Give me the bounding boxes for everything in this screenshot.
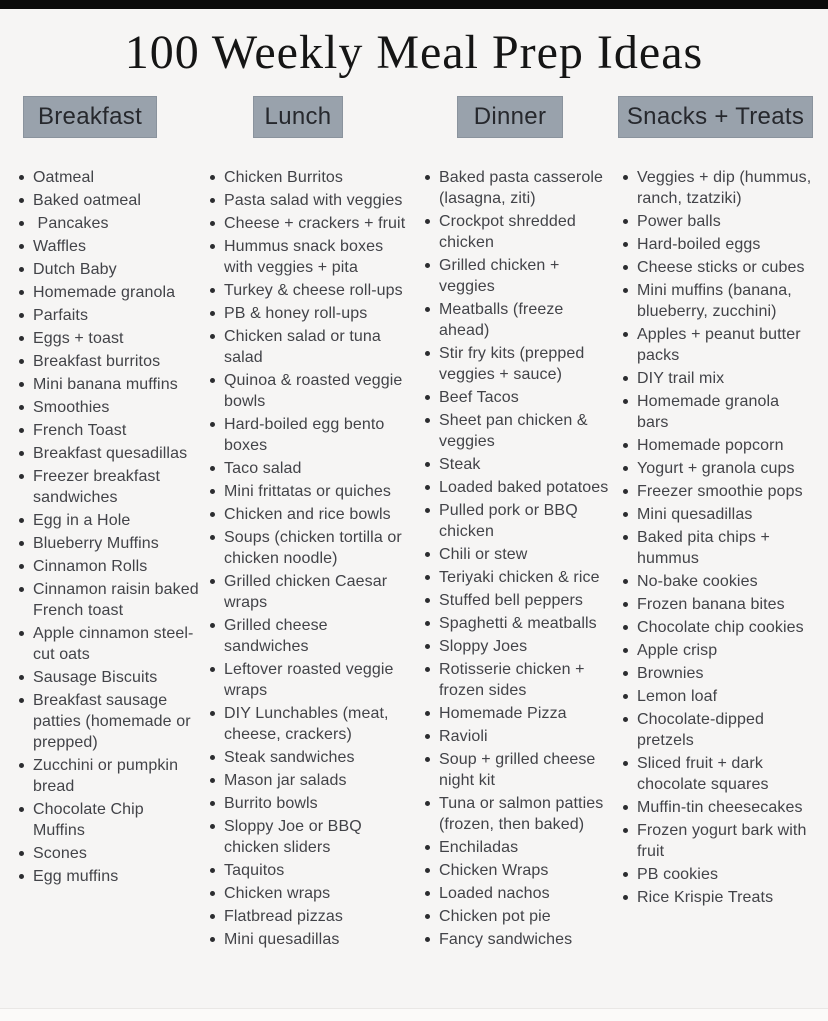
list-item: Ravioli <box>424 726 613 747</box>
list-item: Mini muffins (banana, blueberry, zucchini) <box>622 280 814 322</box>
list-item: Smoothies <box>18 397 200 418</box>
list-item: Zucchini or pumpkin bread <box>18 755 200 797</box>
list-item: Crockpot shredded chicken <box>424 211 613 253</box>
list-item: Breakfast sausage patties (homemade or prepped) <box>18 690 200 753</box>
list-item: Sliced fruit + dark chocolate squares <box>622 753 814 795</box>
list-item: Sheet pan chicken & veggies <box>424 410 613 452</box>
list-item: DIY trail mix <box>622 368 814 389</box>
list-item: Steak sandwiches <box>209 747 415 768</box>
list-item: Enchiladas <box>424 837 613 858</box>
list-item: Homemade granola bars <box>622 391 814 433</box>
list-item: Breakfast burritos <box>18 351 200 372</box>
list-item: Turkey & cheese roll-ups <box>209 280 415 301</box>
list-item: Breakfast quesadillas <box>18 443 200 464</box>
list-item: Pulled pork or BBQ chicken <box>424 500 613 542</box>
list-item: Cheese + crackers + fruit <box>209 213 415 234</box>
list-item: Baked pasta casserole (lasagna, ziti) <box>424 167 613 209</box>
list-item: Homemade granola <box>18 282 200 303</box>
list-item: Chicken wraps <box>209 883 415 904</box>
list-item: Mini frittatas or quiches <box>209 481 415 502</box>
list-item: Taquitos <box>209 860 415 881</box>
list-item: Fancy sandwiches <box>424 929 613 950</box>
list-item: Quinoa & roasted veggie bowls <box>209 370 415 412</box>
list-item: Scones <box>18 843 200 864</box>
list-item: Homemade Pizza <box>424 703 613 724</box>
column-lunch <box>205 96 415 952</box>
list-item: PB cookies <box>622 864 814 885</box>
page-title: 100 Weekly Meal Prep Ideas <box>124 26 704 79</box>
column-header-snacks-treats: Snacks + Treats <box>618 96 813 138</box>
list-item: Cinnamon raisin baked French toast <box>18 579 200 621</box>
list-item: Lemon loaf <box>622 686 814 707</box>
bottom-border-strip <box>0 1008 828 1021</box>
list-item: Sloppy Joes <box>424 636 613 657</box>
list-item: Chocolate Chip Muffins <box>18 799 200 841</box>
list-item: Eggs + toast <box>18 328 200 349</box>
list-item: Blueberry Muffins <box>18 533 200 554</box>
list-item: Soups (chicken tortilla or chicken noodle) <box>209 527 415 569</box>
list-item: Taco salad <box>209 458 415 479</box>
list-item: Veggies + dip (hummus, ranch, tzatziki) <box>622 167 814 209</box>
list-item: Pancakes <box>18 213 200 234</box>
list-item: Chocolate chip cookies <box>622 617 814 638</box>
list-item: DIY Lunchables (meat, cheese, crackers) <box>209 703 415 745</box>
column-snacks-treats <box>618 96 814 952</box>
list-item: Chicken pot pie <box>424 906 613 927</box>
list-item: Burrito bowls <box>209 793 415 814</box>
list-item: French Toast <box>18 420 200 441</box>
list-item: Dutch Baby <box>18 259 200 280</box>
meal-list-lunch <box>205 167 415 950</box>
list-item: Pasta salad with veggies <box>209 190 415 211</box>
list-item: Chicken Burritos <box>209 167 415 188</box>
column-dinner <box>420 96 613 952</box>
list-item: Apple cinnamon steel-cut oats <box>18 623 200 665</box>
list-item: Grilled chicken Caesar wraps <box>209 571 415 613</box>
list-item: Brownies <box>622 663 814 684</box>
list-item: Parfaits <box>18 305 200 326</box>
list-item: Chicken Wraps <box>424 860 613 881</box>
list-item: No-bake cookies <box>622 571 814 592</box>
list-item: Stir fry kits (prepped veggies + sauce) <box>424 343 613 385</box>
list-item: Hard-boiled egg bento boxes <box>209 414 415 456</box>
list-item: Frozen banana bites <box>622 594 814 615</box>
column-header-breakfast: Breakfast <box>23 96 157 138</box>
list-item: Teriyaki chicken & rice <box>424 567 613 588</box>
list-item: Spaghetti & meatballs <box>424 613 613 634</box>
list-item: Beef Tacos <box>424 387 613 408</box>
list-item: Frozen yogurt bark with fruit <box>622 820 814 862</box>
list-item: Power balls <box>622 211 814 232</box>
list-item: Oatmeal <box>18 167 200 188</box>
list-item: PB & honey roll-ups <box>209 303 415 324</box>
list-item: Loaded baked potatoes <box>424 477 613 498</box>
list-item: Muffin-tin cheesecakes <box>622 797 814 818</box>
list-item: Apple crisp <box>622 640 814 661</box>
list-item: Sausage Biscuits <box>18 667 200 688</box>
list-item: Egg in a Hole <box>18 510 200 531</box>
list-item: Flatbread pizzas <box>209 906 415 927</box>
top-border-bar <box>0 0 828 9</box>
list-item: Baked oatmeal <box>18 190 200 211</box>
list-item: Sloppy Joe or BBQ chicken sliders <box>209 816 415 858</box>
list-item: Yogurt + granola cups <box>622 458 814 479</box>
list-item: Chicken and rice bowls <box>209 504 415 525</box>
list-item: Cheese sticks or cubes <box>622 257 814 278</box>
list-item: Tuna or salmon patties (frozen, then baked) <box>424 793 613 835</box>
meal-list-dinner <box>420 167 613 950</box>
list-item: Baked pita chips + hummus <box>622 527 814 569</box>
list-item: Steak <box>424 454 613 475</box>
list-item: Chili or stew <box>424 544 613 565</box>
list-item: Waffles <box>18 236 200 257</box>
meal-columns <box>0 96 828 952</box>
list-item: Freezer smoothie pops <box>622 481 814 502</box>
list-item: Loaded nachos <box>424 883 613 904</box>
list-item: Rice Krispie Treats <box>622 887 814 908</box>
list-item: Grilled cheese sandwiches <box>209 615 415 657</box>
list-item: Stuffed bell peppers <box>424 590 613 611</box>
list-item: Soup + grilled cheese night kit <box>424 749 613 791</box>
meal-list-breakfast <box>14 167 204 887</box>
list-item: Egg muffins <box>18 866 200 887</box>
list-item: Hard-boiled eggs <box>622 234 814 255</box>
list-item: Cinnamon Rolls <box>18 556 200 577</box>
list-item: Chocolate-dipped pretzels <box>622 709 814 751</box>
list-item: Mini banana muffins <box>18 374 200 395</box>
column-header-dinner: Dinner <box>457 96 563 138</box>
meal-list-snacks-treats <box>618 167 814 908</box>
list-item: Leftover roasted veggie wraps <box>209 659 415 701</box>
list-item: Mini quesadillas <box>622 504 814 525</box>
column-breakfast <box>14 96 204 952</box>
list-item: Mini quesadillas <box>209 929 415 950</box>
list-item: Hummus snack boxes with veggies + pita <box>209 236 415 278</box>
list-item: Freezer breakfast sandwiches <box>18 466 200 508</box>
column-header-lunch: Lunch <box>253 96 343 138</box>
list-item: Homemade popcorn <box>622 435 814 456</box>
list-item: Chicken salad or tuna salad <box>209 326 415 368</box>
list-item: Meatballs (freeze ahead) <box>424 299 613 341</box>
list-item: Mason jar salads <box>209 770 415 791</box>
list-item: Apples + peanut butter packs <box>622 324 814 366</box>
list-item: Rotisserie chicken + frozen sides <box>424 659 613 701</box>
list-item: Grilled chicken + veggies <box>424 255 613 297</box>
